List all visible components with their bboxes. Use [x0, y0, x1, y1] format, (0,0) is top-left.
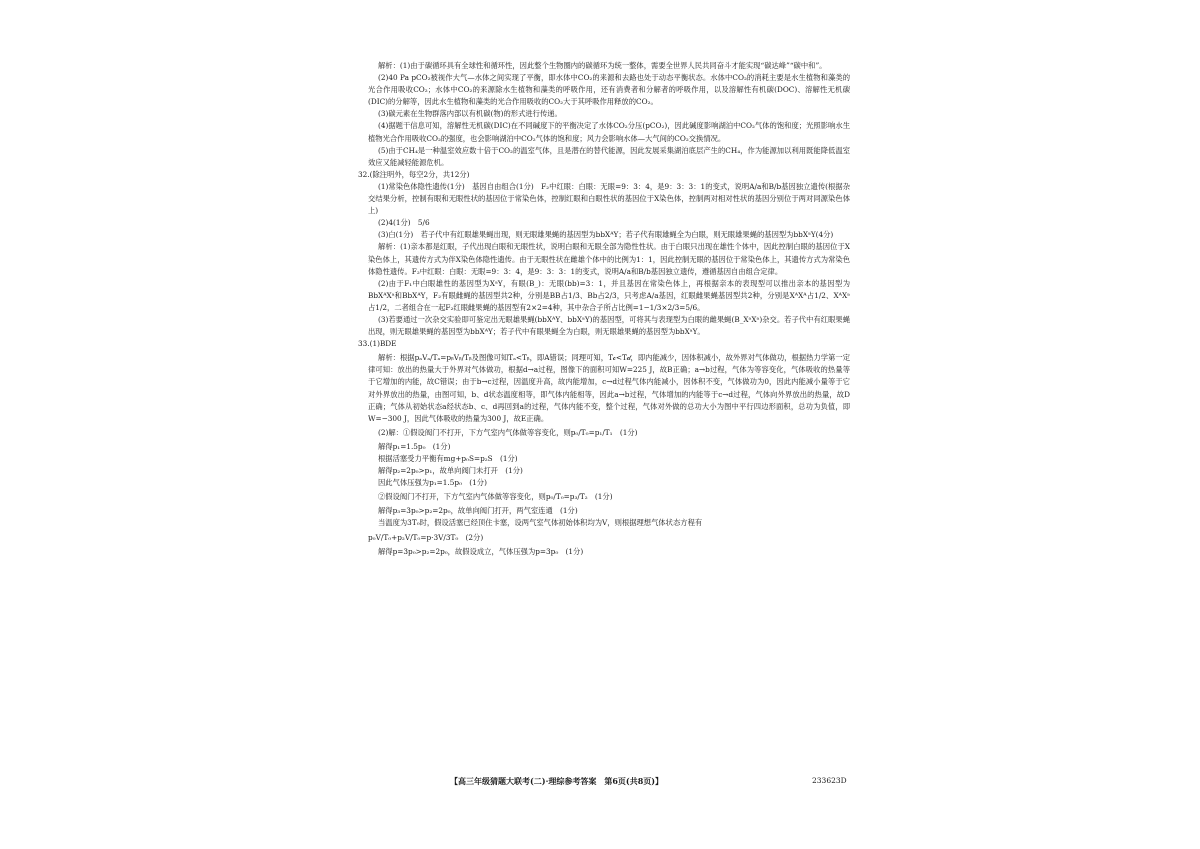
answer-paragraph: 解得p₂=2p₀>p₁，故单向阀门未打开 (1分)	[378, 466, 523, 476]
answer-paragraph: (5)由于CH₄是一种温室效应数十倍于CO₂的温室气体，且是潜在的替代能源，因此发展采集湖泊底层产生的CH₄，作为能源加以利用既能降低温室效应又能减轻能源危机。	[368, 145, 850, 167]
answer-paragraph: (2)40 Pa pCO₂被视作大气—水体之间实现了平衡，即水体中CO₂的来源和去路也处于动态平衡状态。水体中CO₂的消耗主要是水生植物和藻类的光合作用吸收CO₂；水体中CO₂的来源除水生植物和藻类的呼吸作用，还有消费者和分解者的呼吸作用，以及溶解性有机碳(DOC)、溶解性无机碳(DIC)的分解等，因此水生植物和藻类的光合作用吸收的CO₂大于其呼吸作用释放的CO₂。	[368, 73, 850, 107]
answer-paragraph: 解析：(1)亲本都是红眼，子代出现白眼和无眼性状，说明白眼和无眼全部为隐性性状。由于白眼只出现在雄性个体中，因此控制白眼的基因位于X染色体上，其遗传方式为伴X染色体隐性遗传。由于无眼性状在雌雄个体中的比例为1：1，因此控制无眼的基因位于常染色体上，其遗传方式为常染色体隐性遗传。F₂中红眼：白眼：无眼=9：3：4，是9：3：3：1的变式，说明A/a和B/b基因独立遗传，遵循基因自由组合定律。	[368, 242, 850, 276]
answer-paragraph: 解得p₁=1.5p₀ (1分)	[378, 441, 451, 451]
answer-paragraph: (2)由于F₁中白眼雄性的基因型为XᵃY，有眼(B_)：无眼(bb)=3：1，并且基因在常染色体上，再根据亲本的表现型可以推出亲本的基因型为BbXᴬXᵃ和BbXᴬY，F₂有眼雌蝇的基因型共2种，分别是BB占1/3、Bb占2/3，只考虑A/a基因，红眼雌果蝇基因型共2种，分别是XᴬXᴬ占1/2、XᴬXᵃ占1/2，二者组合在一起F₂红眼雌果蝇的基因型有2×2=4种，其中杂合子所占比例=1−1/3×2/3=5/6。	[368, 278, 850, 312]
answer-paragraph: (2)解：①假设阀门不打开，下方气室内气体做等容变化，则p₀/T₀=p₁/T₁ (1分)	[378, 427, 638, 437]
answer-paragraph: (3)碳元素在生物群落内部以有机碳(物)的形式进行传递。	[378, 109, 562, 119]
answer-paragraph: (4)据题干信息可知，溶解性无机碳(DIC)在不同碱度下的平衡决定了水体CO₂分压(pCO₂)，因此碱度影响湖泊中CO₂气体的饱和度；光照影响水生植物光合作用吸收CO₂的强度，也会影响湖泊中CO₂气体的饱和度；风力会影响水体—大气间的CO₂交换情况。	[368, 121, 850, 143]
answer-paragraph: 解得p=3p₀>p₂=2p₀，故假设成立，气体压强为p=3p₀ (1分)	[378, 546, 584, 556]
answer-paragraph: p₀V/T₀+p₂V/T₀=p·3V/3T₀ (2分)	[368, 532, 484, 542]
answer-content	[358, 60, 850, 558]
answer-paragraph: 根据活塞受力平衡有mg+p₀S=p₂S (1分)	[378, 454, 518, 463]
answer-paragraph: ②假设阀门不打开，下方气室内气体做等容变化，则p₀/T₀=p₃/T₂ (1分)	[378, 492, 613, 502]
page-footer: 【高三年级猜题大联考(二)·理综参考答案 第6页(共8页)】	[450, 776, 664, 786]
answer-paragraph: (1)常染色体隐性遗传(1分) 基因自由组合(1分) F₂中红眼：白眼：无眼=9：3：4，是9：3：3：1的变式，说明A/a和B/b基因独立遗传(根据杂交结果分析，控制有眼和无眼性状的基因位于常染色体，控制红眼和白眼性状的基因位于X染色体，控制两对相对性状的基因分别位于两对同源染色体上)	[368, 181, 850, 216]
answer-paragraph: (3)若要通过一次杂交实验即可鉴定出无眼雄果蝇(bbXᴬY、bbXᵃY)的基因型，可将其与表现型为白眼的雌果蝇(B_XᵃXᵃ)杂交。若子代中有红眼果蝇出现，则无眼雄果蝇的基因型为bbXᴬY；若子代中有眼果蝇全为白眼，则无眼雄果蝇的基因型为bbXᵃY。	[368, 314, 850, 337]
answer-paragraph: 32.(除注明外，每空2分，共12分)	[358, 169, 470, 179]
answer-paragraph: 因此气体压强为p₁=1.5p₀ (1分)	[378, 478, 487, 488]
document-code: 233623D	[812, 776, 847, 785]
answer-paragraph: 解得p₃=3p₀>p₂=2p₀，故单向阀门打开，两气室连通 (1分)	[378, 506, 578, 516]
answer-paragraph: 解析：(1)由于碳循环具有全球性和循环性，因此整个生物圈内的碳循环为统一整体，需要全世界人民共同奋斗才能实现“碳达峰”“碳中和”。	[378, 61, 827, 70]
answer-paragraph: (3)白(1分) 若子代中有红眼雄果蝇出现，则无眼雄果蝇的基因型为bbXᴬY；若子代有眼雄蝇全为白眼，则无眼雄果蝇的基因型为bbXᵃY(4分)	[378, 230, 834, 240]
answer-paragraph: 解析：根据pₐVₐ/Tₐ=pᵦVᵦ/Tᵦ及图像可知Tₐ<Tᵦ，即A错误；同理可知，T𝒸<T𝒹，即内能减少，因体积减小，故外界对气体做功，根据热力学第一定律可知：放出的热量大于外界对气体做功，根据d→a过程，图像下的面积可知W=225 J，故B正确；a→b过程，气体为等容变化，气体吸收的热量等于它增加的内能，故C错误；由于b→c过程，因温度升高，故内能增加，c→d过程气体内能减小，因体积不变，气体做功为0，因此内能减小量等于它对外界放出的热量，由图可知，b、d状态温度相等，即气体内能相等，因此a→b过程，气体增加的内能等于c→d过程，气体向外界放出的热量，故D正确；气体从初始状态a经状态b、c、d再回到a的过程，气体内能不变，整个过程，气体对外做的总功大小为图中平行四边形面积，总功为负值，即W=−300 J，因此气体吸收的热量为300 J，故E正确。	[368, 353, 850, 423]
answer-paragraph: (2)4(1分) 5/6	[378, 218, 430, 228]
answer-paragraph: 当温度为3T₀时，假设活塞已经顶住卡塞，设两气室气体初始体积均为V，则根据理想气体状态方程有	[378, 518, 703, 528]
answer-paragraph: 33.(1)BDE	[358, 339, 397, 349]
